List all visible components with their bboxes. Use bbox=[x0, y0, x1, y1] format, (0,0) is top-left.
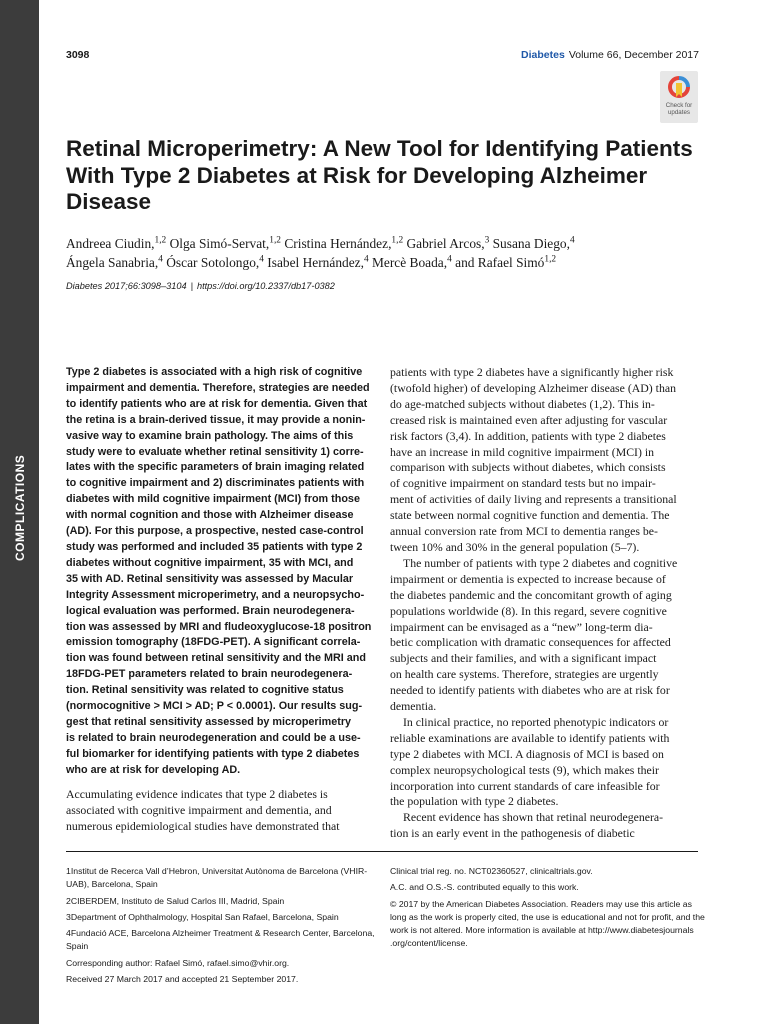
body-line: type 2 diabetes with MCI. A diagnosis of MCI is based on bbox=[390, 746, 664, 761]
body-line: patients with type 2 diabetes have a significantly higher risk bbox=[390, 365, 674, 379]
body-line: reliable examinations are available to identify patients with bbox=[390, 730, 670, 745]
body-line: subjects and their families, and with a significant impact bbox=[390, 651, 657, 666]
author-list bbox=[66, 234, 716, 272]
footnote-divider bbox=[66, 851, 698, 852]
page-number: 3098 bbox=[66, 49, 90, 61]
issue-info: Volume 66, December 2017 bbox=[568, 49, 699, 61]
authors-line: Andreea Ciudin,$^{1,2}$ Olga Simó-Servat,$^{1,2}$ Cristina Hernández,$^{1,2}$ Gabriel Arcos,$^3$ Susana Diego,$^4$ bbox=[66, 235, 575, 251]
abstract-line: vasive way to examine brain pathology. The aims of this bbox=[66, 429, 354, 442]
equal-contribution: A.C. and O.S.-S. contributed equally to this work. bbox=[390, 882, 579, 893]
affiliations bbox=[66, 865, 376, 989]
citation-line: Diabetes 2017;66:3098–3104 | https://doi.org/10.2337/db17-0382 bbox=[66, 281, 335, 291]
abstract-line: to cognitive impairment and 2) discriminates patients with bbox=[66, 477, 365, 490]
abstract-line: Integrity Assessment microperimetry, and a neuropsycho- bbox=[66, 588, 365, 601]
body-line: populations worldwide (8). In this regard, severe cognitive bbox=[390, 603, 667, 618]
body-line: risk factors (3,4). In addition, patients with type 2 diabetes bbox=[390, 428, 666, 443]
abstract-line: (normocognitive > MCI > AD; P < 0.0001). Our results sug- bbox=[66, 700, 363, 713]
abstract-line: logical evaluation was performed. Brain neurodegenera- bbox=[66, 604, 355, 617]
abstract-line: study was performed and included 35 patients with type 2 bbox=[66, 540, 363, 553]
abstract-line: diabetes with mild cognitive impairment (MCI) from those bbox=[66, 493, 360, 506]
body-line: betic complication with dramatic consequences for affected bbox=[390, 635, 671, 650]
body-line: tween 10% and 30% in the general population (5–7). bbox=[390, 539, 640, 554]
abstract bbox=[66, 365, 375, 779]
body-line: Recent evidence has shown that retinal neurodegenera- bbox=[403, 810, 664, 825]
intro-left-column bbox=[66, 787, 377, 835]
article-notes bbox=[390, 865, 705, 954]
badge-text: Check for updates bbox=[665, 102, 693, 116]
body-line: state between normal cognitive function and dementia. The bbox=[390, 508, 670, 523]
body-line: do age-matched subjects without diabetes (1,2). This in- bbox=[390, 396, 655, 411]
abstract-line: 35 with AD. Retinal sensitivity was assessed by Macular bbox=[66, 572, 354, 585]
article-title: Retinal Microperimetry: A New Tool for Identifying Patients With Type 2 Diabetes at Risk for Developing Alzheimer Disease bbox=[66, 136, 693, 214]
body-line: annual conversion rate from MCI to dementia ranges be- bbox=[390, 524, 658, 539]
affiliation-3: 3Department of Ophthalmology, Hospital San Rafael, Barcelona, Spain bbox=[66, 911, 339, 922]
body-line: associated with cognitive impairment and dementia, and bbox=[66, 802, 332, 817]
abstract-line: to identify patients who are at risk for dementia. Given that bbox=[66, 397, 368, 410]
abstract-line: with normal cognition and those with Alzheimer disease bbox=[66, 509, 354, 522]
body-line: on health care systems. Therefore, strategies are urgently bbox=[390, 667, 659, 682]
body-line: comparison with subjects without diabetes, which consists bbox=[390, 460, 666, 475]
abstract-line: study were to evaluate whether retinal sensitivity 1) corre- bbox=[66, 445, 364, 458]
body-line: of cognitive impairment on standard tests but no impair- bbox=[390, 476, 656, 491]
abstract-line: tion was assessed by MRI and fludeoxyglucose-18 positron bbox=[66, 620, 372, 633]
body-line: In clinical practice, no reported phenotypic indicators or bbox=[403, 714, 669, 729]
abstract-line: (AD). For this purpose, a prospective, nested case-control bbox=[66, 525, 364, 538]
trial-registration: Clinical trial reg. no. NCT02360527, clinicaltrials.gov. bbox=[390, 866, 593, 876]
section-sidebar bbox=[0, 0, 39, 1024]
copyright-notice: © 2017 by the American Diabetes Association. Readers may use this article as long as the work is properly cited, the use is educational and not for profit, and the work is not altered. More information is available at http://www.diabetesjournals .org/content/license. bbox=[390, 898, 705, 949]
body-line: numerous epidemiological studies have demonstrated that bbox=[66, 818, 340, 833]
abstract-line: Type 2 diabetes is associated with a high risk of cognitive bbox=[66, 366, 363, 378]
abstract-line: who are at risk for developing AD. bbox=[66, 763, 241, 776]
body-line: needed to identify patients with diabetes who are at risk for bbox=[390, 683, 670, 698]
abstract-line: diabetes without cognitive impairment, 35 with MCI, and bbox=[66, 556, 354, 569]
abstract-line: emission tomography (18FDG-PET). A significant correla- bbox=[66, 636, 361, 649]
body-line: the population with type 2 diabetes. bbox=[390, 794, 559, 809]
abstract-line: the retina is a brain-derived tissue, it may provide a nonin- bbox=[66, 413, 366, 426]
affiliation-2: 2CIBERDEM, Instituto de Salud Carlos III, Madrid, Spain bbox=[66, 895, 285, 906]
abstract-line: tion was found between retinal sensitivity and the MRI and bbox=[66, 652, 366, 665]
body-line: impairment or dementia is expected to increase because of bbox=[390, 571, 666, 586]
body-line: Accumulating evidence indicates that type 2 diabetes is bbox=[66, 787, 328, 801]
body-line: complex neuropsychological tests (9), which makes their bbox=[390, 762, 659, 777]
abstract-line: lates with the specific parameters of brain imaging related bbox=[66, 461, 365, 474]
running-head bbox=[521, 49, 699, 61]
check-for-updates-badge[interactable] bbox=[660, 71, 698, 123]
affiliation-4: 4Fundació ACE, Barcelona Alzheimer Treatment & Research Center, Barcelona, Spain bbox=[66, 928, 375, 952]
citation: Diabetes 2017;66:3098–3104 bbox=[66, 281, 187, 291]
body-line: incorporation into current standards of care infeasible for bbox=[390, 778, 660, 793]
body-line: dementia. bbox=[390, 699, 437, 714]
body-line: impairment can be envisaged as a “new” long-term dia- bbox=[390, 619, 653, 634]
body-line: the diabetes pandemic and the concomitant growth of aging bbox=[390, 587, 672, 602]
abstract-line: gest that retinal sensitivity assessed by microperimetry bbox=[66, 715, 352, 728]
abstract-line: impairment and dementia. Therefore, strategies are needed bbox=[66, 381, 370, 394]
abstract-line: 18FDG-PET parameters related to brain neurodegenera- bbox=[66, 668, 353, 681]
body-line: (twofold higher) of developing Alzheimer disease (AD) than bbox=[390, 380, 676, 395]
journal-name[interactable]: Diabetes bbox=[521, 49, 565, 61]
affiliation-1: 1Institut de Recerca Vall d’Hebron, Universitat Autònoma de Barcelona (VHIR- UAB), Barcelona, Spain bbox=[66, 866, 368, 890]
section-label: COMPLICATIONS bbox=[13, 454, 27, 561]
body-line: tion is an early event in the pathogenesis of diabetic bbox=[390, 826, 635, 841]
body-line: have an increase in mild cognitive impairment (MCI) in bbox=[390, 444, 655, 459]
abstract-line: ful biomarker for identifying patients with type 2 diabetes bbox=[66, 747, 360, 760]
doi-link[interactable]: https://doi.org/10.2337/db17-0382 bbox=[196, 281, 335, 291]
body-line: creased risk is maintained even after adjusting for vascular bbox=[390, 412, 668, 427]
check-for-updates-icon bbox=[668, 76, 690, 100]
authors-line: Ángela Sanabria,$^4$ Óscar Sotolongo,$^4$ Isabel Hernández,$^4$ Mercè Boada,$^4$ and Rafael Simó$^{1,2}$ bbox=[66, 254, 557, 270]
corresponding-author: Corresponding author: Rafael Simó, rafael.simo@vhir.org. bbox=[66, 957, 290, 968]
body-line: The number of patients with type 2 diabetes and cognitive bbox=[403, 555, 678, 570]
received-dates: Received 27 March 2017 and accepted 21 September 2017. bbox=[66, 974, 299, 985]
intro-right-column bbox=[390, 365, 700, 842]
abstract-line: tion. Retinal sensitivity was related to cognitive status bbox=[66, 684, 344, 697]
body-line: ment of activities of daily living and represents a transitional bbox=[390, 492, 677, 507]
abstract-line: is related to brain neurodegeneration and could be a use- bbox=[66, 731, 361, 744]
